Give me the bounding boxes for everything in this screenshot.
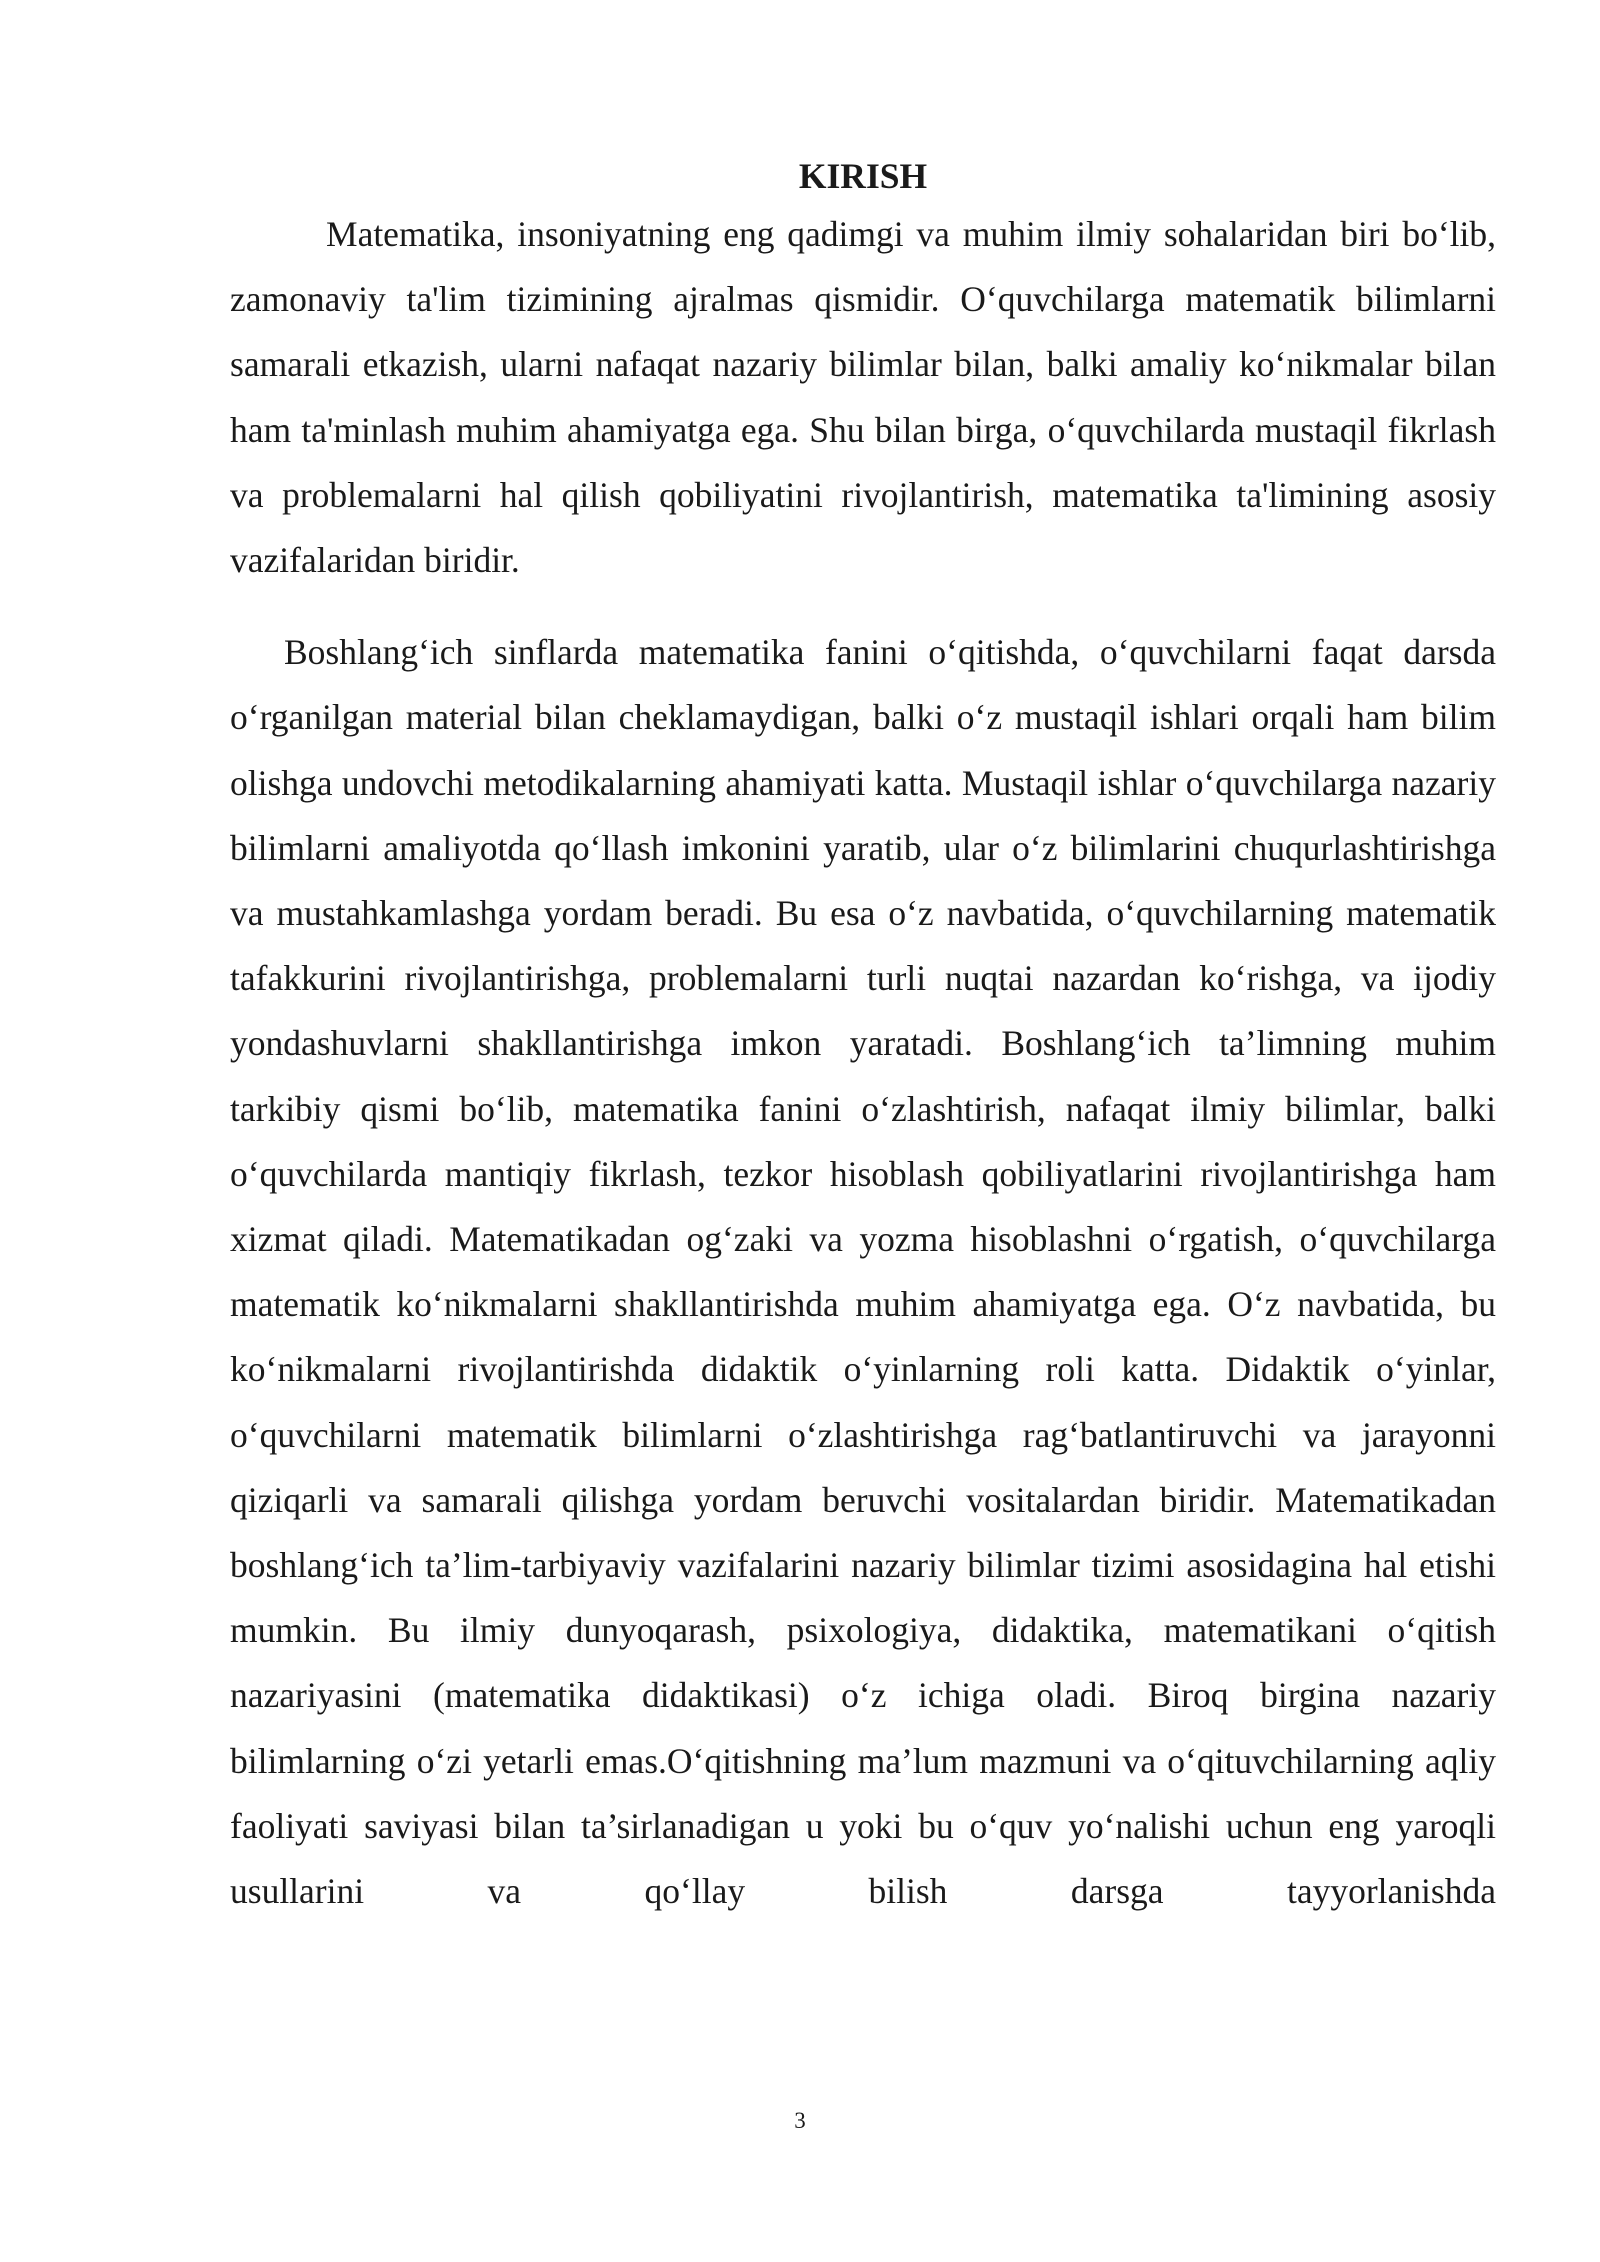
page-content: [230, 150, 1496, 1924]
paragraph-body: Boshlang‘ich sinflarda matematika fanini o‘qitishda, o‘quvchilarni faqat darsda o‘rganilgan material bilan cheklamaydigan, balki o‘z mustaqil ishlari orqali ham bilim olishga undovchi metodikalarning ahamiyati katta. Mustaqil ishlar o‘quvchilarga nazariy bilimlarni amaliyotda qo‘llash imkonini yaratib, ular o‘z bilimlarini chuqurlashtirishga va mustahkamlashga yordam beradi. Bu esa o‘z navbatida, o‘quvchilarning matematik tafakkurini rivojlantirishga, problemalarni turli nuqtai nazardan ko‘rishga, va ijodiy yondashuvlarni shakllantirishga imkon yaratadi. Boshlang‘ich ta’limning muhim tarkibiy qismi bo‘lib, matematika fanini o‘zlashtirish, nafaqat ilmiy bilimlar, balki o‘quvchilarda mantiqiy fikrlash, tezkor hisoblash qobiliyatlarini rivojlantirishga ham xizmat qiladi. Matematikadan og‘zaki va yozma hisoblashni o‘rgatish, o‘quvchilarga matematik ko‘nikmalarni shakllantirishda muhim ahamiyatga ega. O‘z navbatida, bu ko‘nikmalarni rivojlantirishda didaktik o‘yinlarning roli katta. Didaktik o‘yinlar, o‘quvchilarni matematik bilimlarni o‘zlashtirishga rag‘batlantiruvchi va jarayonni qiziqarli va samarali qilishga yordam beruvchi vositalardan biridir. Matematikadan boshlang‘ich ta’lim-tarbiyaviy vazifalarini nazariy bilimlar tizimi asosidagina hal etishi mumkin. Bu ilmiy dunyoqarash, psixologiya, didaktika, matematikani o‘qitish nazariyasini (matematika didaktikasi) o‘z ichiga oladi. Biroq birgina nazariy bilimlarning o‘zi yetarli emas.O‘qitishning ma’lum mazmuni va o‘qituvchilarning aqliy faoliyati saviyasi bilan ta’sirlanadigan u yoki bu o‘quv yo‘nalishi uchun eng yaroqli usullarini va qo‘llay bilish darsga tayyorlanishda: [230, 632, 1496, 1912]
page-number: 3: [794, 2108, 806, 2133]
page-heading: KIRISH: [798, 156, 928, 196]
paragraph-intro: Matematika, insoniyatning eng qadimgi va muhim ilmiy sohalaridan biri bo‘lib, zamonaviy ta'lim tizimining ajralmas qismidir. O‘quvchilarga matematik bilimlarni samarali etkazish, ularni nafaqat nazariy bilimlar bilan, balki amaliy ko‘nikmalar bilan ham ta'minlash muhim ahamiyatga ega. Shu bilan birga, o‘quvchilarda mustaqil fikrlash va problemalarni hal qilish qobiliyatini rivojlantirish, matematika ta'limining asosiy vazifalaridan biridir.: [230, 214, 1496, 581]
